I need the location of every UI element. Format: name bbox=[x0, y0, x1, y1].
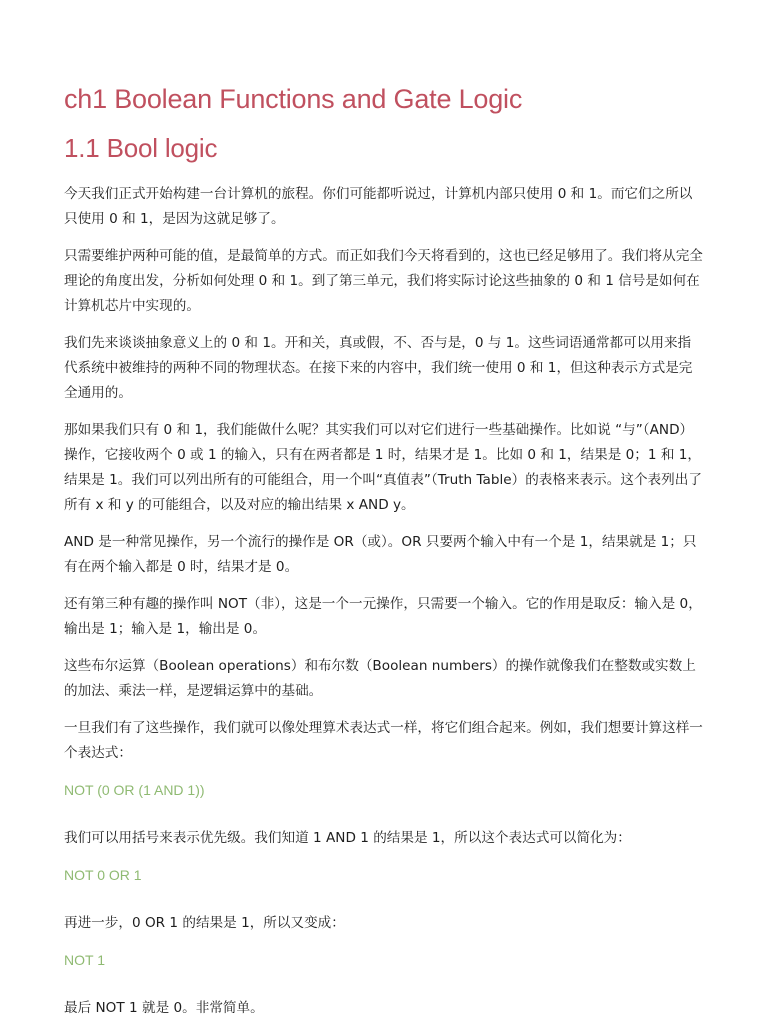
chapter-title: ch1 Boolean Functions and Gate Logic bbox=[64, 84, 523, 114]
paragraph-intro: 今天我们正式开始构建一台计算机的旅程。你们可能都听说过，计算机内部只使用 0 和 1。而它们之所以只使用 0 和 1，是因为这就足够了。 bbox=[64, 186, 693, 227]
paragraph-or: AND 是一种常见操作，另一个流行的操作是 OR（或）。OR 只要两个输入中有一个是 1，结果就是 1；只有在两个输入都是 0 时，结果才是 0。 bbox=[64, 534, 697, 575]
section-title: 1.1 Bool logic bbox=[64, 133, 218, 163]
paragraph-final: 最后 NOT 1 就是 0。非常简单。 bbox=[64, 1000, 264, 1016]
paragraph-abstract: 我们先来谈谈抽象意义上的 0 和 1。开和关，真或假，不、否与是，0 与 1。这些词语通常都可以用来指代系统中被维持的两种不同的物理状态。在接下来的内容中，我们统一使用 0 和 1，但这种表示方式是完全通用的。 bbox=[64, 335, 693, 401]
expression-2: NOT 0 OR 1 bbox=[64, 867, 142, 883]
paragraph-boolean-ops: 这些布尔运算（Boolean operations）和布尔数（Boolean numbers）的操作就像我们在整数或实数上的加法、乘法一样，是逻辑运算中的基础。 bbox=[64, 658, 696, 699]
paragraph-simplify-1: 我们可以用括号来表示优先级。我们知道 1 AND 1 的结果是 1，所以这个表达式可以简化为： bbox=[64, 830, 631, 846]
expression-3: NOT 1 bbox=[64, 952, 105, 968]
paragraph-combine: 一旦我们有了这些操作，我们就可以像处理算术表达式一样，将它们组合起来。例如，我们想要计算这样一个表达式： bbox=[64, 720, 703, 761]
expression-1: NOT (0 OR (1 AND 1)) bbox=[64, 782, 205, 798]
paragraph-simplify-2: 再进一步，0 OR 1 的结果是 1，所以又变成： bbox=[64, 915, 345, 931]
paragraph-not: 还有第三种有趣的操作叫 NOT（非），这是一个一元操作，只需要一个输入。它的作用是取反：输入是 0，输出是 1；输入是 1，输出是 0。 bbox=[64, 596, 702, 637]
paragraph-and: 那如果我们只有 0 和 1，我们能做什么呢？其实我们可以对它们进行一些基础操作。比如说 “与”（AND）操作，它接收两个 0 或 1 的输入，只有在两者都是 1 时，结果才是 1。比如 0 和 1，结果是 0；1 和 1，结果是 1。我们可以列出所有的可能组合，用一个叫“真值表”（Truth Table）的表格来表示。这个表列出了所有 x 和 y 的可能组合，以及对应的输出结果 x AND y。 bbox=[64, 422, 702, 513]
paragraph-two-values: 只需要维护两种可能的值，是最简单的方式。而正如我们今天将看到的，这也已经足够用了。我们将从完全理论的角度出发，分析如何处理 0 和 1。到了第三单元，我们将实际讨论这些抽象的 0 和 1 信号是如何在计算机芯片中实现的。 bbox=[64, 248, 703, 314]
